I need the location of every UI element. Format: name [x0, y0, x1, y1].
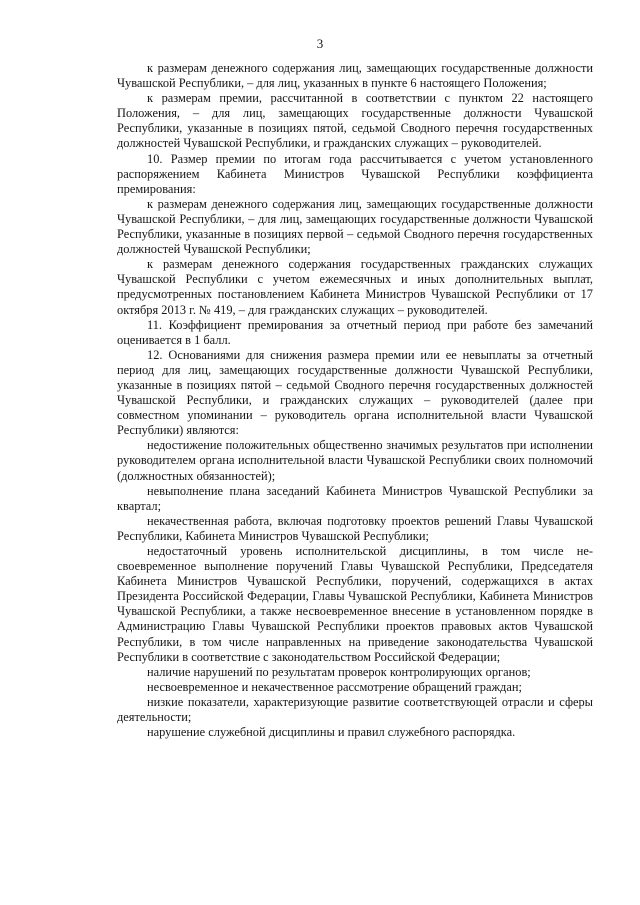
page-number: 3	[316, 36, 324, 51]
paragraph: нарушение служебной дисциплины и правил служебного распорядка.	[147, 725, 516, 740]
paragraph: 12. Основаниями для снижения размера премии или ее невыплаты за отчетный период для лиц, замещающих государственные должности Чувашской Республики, указанные в позициях пятой – седьмой Сводного перечня государственных должностей Чувашской Республики, и гражданских служащих – руководителей (далее при совместном упоминании – руководитель органа исполнительной власти Чувашской Республики) являются:	[117, 347, 593, 438]
paragraph: наличие нарушений по результатам проверок контролирующих органов;	[147, 664, 531, 679]
paragraph: к размерам денежного содержания государственных гражданских служащих Чувашской Республики с учетом ежемесячных и иных дополнительных выплат, предусмотренных постановлением Кабинета Министров Чувашской Республики от 17 октября 2013 г. № 419, – для гражданских служащих – руководителей.	[117, 257, 593, 317]
paragraph: несвоевременное и некачественное рассмотрение обращений граждан;	[147, 679, 522, 694]
paragraph: невыполнение плана заседаний Кабинета Министров Чувашской Республики за квартал;	[117, 483, 593, 513]
paragraph: 11. Коэффициент премирования за отчетный период при работе без замечаний оценивается в 1 балл.	[117, 317, 593, 347]
paragraph: к размерам денежного содержания лиц, замещающих государственные должности Чувашской Республики, – для лиц, замещающих государственные должности Чувашской Республики, указанные в позициях первой – седьмой Сводного перечня государственных должностей Чувашской Республики;	[117, 196, 593, 257]
paragraph: низкие показатели, характеризующие развитие соответствующей отрасли и сферы деятельности;	[117, 694, 593, 725]
paragraph: недостаточный уровень исполнительской дисциплины, в том числе несвоевременное выполнение поручений Главы Чувашской Республики, Председателя Кабинета Министров Чувашской Республики, поручений, содержащихся в актах Президента Российской Федерации, Главы Чувашской Республики, Кабинета Министров Чувашской Республики, а также несвоевременное внесение в установленном порядке в Администрацию Главы Чувашской Республики проектов правовых актов Чувашской Республики, в том числе направленных на приведение законодательства Чувашской Республики в соответствие с законодательством Российской Федерации;	[117, 544, 593, 664]
paragraph: некачественная работа, включая подготовку проектов решений Главы Чувашской Республики, Кабинета Министров Чувашской Республики;	[117, 513, 593, 543]
paragraph: недостижение положительных общественно значимых результатов при исполнении руководителем органа исполнительной власти Чувашской Республики своих полномочий (должностных обязанностей);	[117, 438, 593, 483]
paragraph: к размерам премии, рассчитанной в соответствии с пунктом 22 настоящего Положения, – для лиц, замещающих государственные должности Чувашской Республики, указанные в позициях пятой, седьмой Сводного перечня государственных должностей Чувашской Республики, и гражданских служащих – руководителей.	[117, 91, 593, 151]
document-body	[117, 61, 593, 740]
paragraph: к размерам денежного содержания лиц, замещающих государственные должности Чувашской Республики, – для лиц, указанных в пункте 6 настоящего Положения;	[117, 61, 593, 91]
paragraph: 10. Размер премии по итогам года рассчитывается с учетом установленного распоряжением Кабинета Министров Чувашской Республики коэффициента премирования:	[117, 151, 593, 196]
